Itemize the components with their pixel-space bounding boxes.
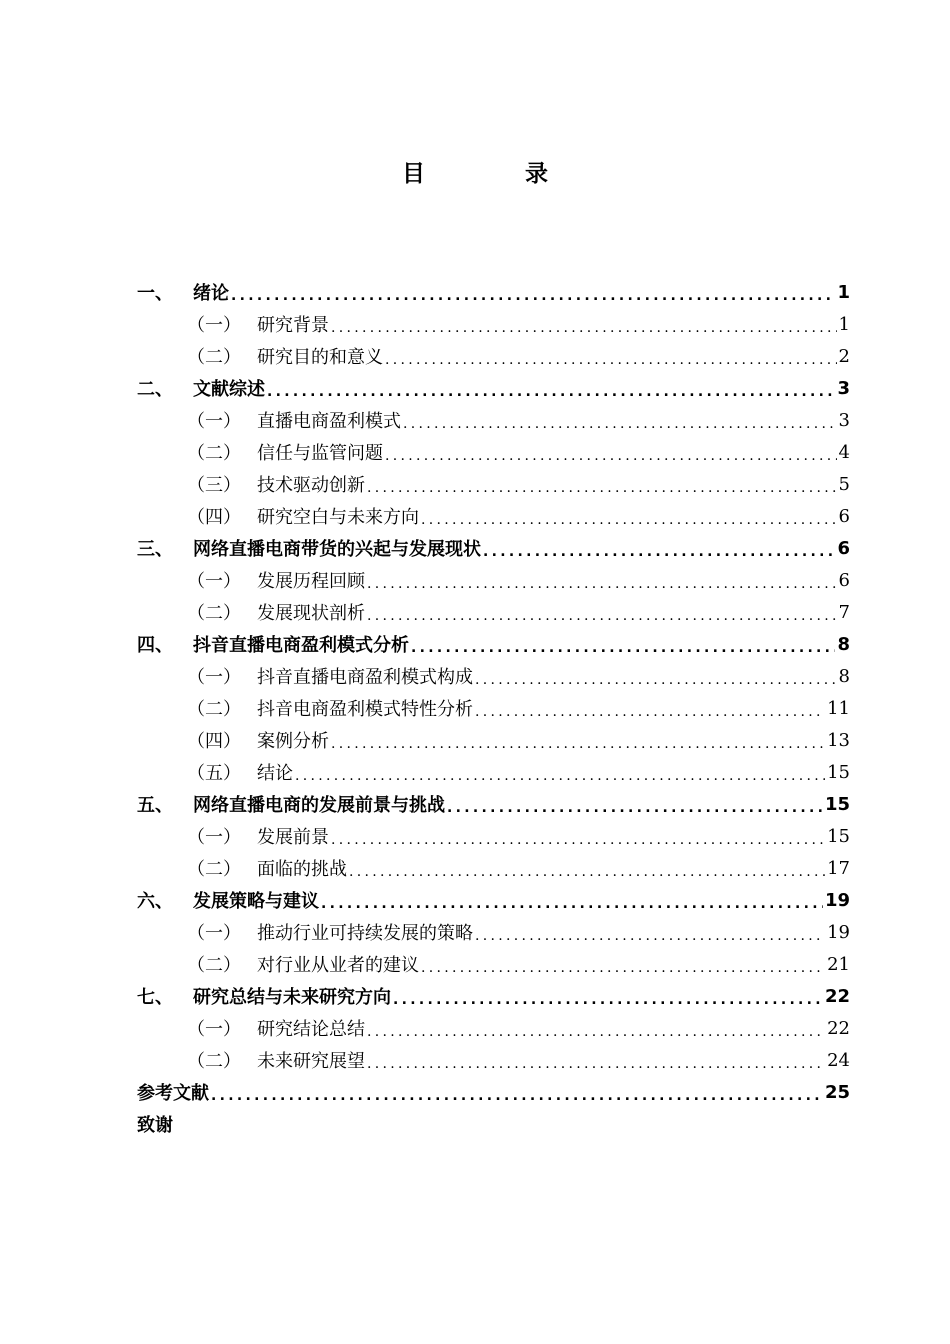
- toc-page-number: 1: [838, 313, 850, 335]
- page-title: 目 录: [401, 161, 594, 187]
- toc-entry-number: （二）: [187, 699, 241, 720]
- toc-entry[interactable]: [137, 628, 850, 660]
- toc-entry[interactable]: [137, 596, 850, 628]
- toc-entry[interactable]: [137, 724, 850, 756]
- toc-entry[interactable]: [137, 1076, 850, 1108]
- toc-page-number: 22: [824, 985, 850, 1007]
- toc-entry-number: （二）: [187, 603, 241, 624]
- toc-entry[interactable]: [137, 564, 850, 596]
- toc-entry-title: 网络直播电商带货的兴起与发展现状: [193, 539, 481, 560]
- toc-dot-leader: [367, 472, 837, 500]
- toc-entry-number: （一）: [187, 411, 241, 432]
- toc-entry-title: 发展策略与建议: [193, 891, 319, 912]
- toc-page-number: 19: [827, 921, 850, 943]
- toc-entry-number: （二）: [187, 347, 241, 368]
- toc-dot-leader: [349, 856, 825, 884]
- toc-entry-number: （一）: [187, 315, 241, 336]
- toc-entry-number: （一）: [187, 1019, 241, 1040]
- toc-page-number: 8: [837, 633, 850, 655]
- toc-page-number: 15: [824, 793, 850, 815]
- toc-page-number: 6: [838, 569, 850, 591]
- toc-entry[interactable]: [137, 1012, 850, 1044]
- toc-entry[interactable]: [137, 436, 850, 468]
- toc-entry-title: 发展历程回顾: [257, 571, 365, 592]
- toc-entry[interactable]: [137, 788, 850, 820]
- toc-entry[interactable]: [137, 1108, 850, 1140]
- toc-entry-title: 研究背景: [257, 315, 329, 336]
- toc-dot-leader: [367, 1016, 825, 1044]
- toc-entry[interactable]: [137, 660, 850, 692]
- toc-dot-leader: [475, 696, 825, 724]
- toc-entry-number: （四）: [187, 731, 241, 752]
- toc-page-number: 2: [838, 345, 850, 367]
- toc-entry[interactable]: [137, 276, 850, 308]
- toc-entry-number: （三）: [187, 475, 241, 496]
- toc-entry-title: 结论: [257, 763, 293, 784]
- toc-entry-title: 研究总结与未来研究方向: [193, 987, 391, 1008]
- toc-entry[interactable]: [137, 468, 850, 500]
- toc-dot-leader: [211, 1080, 823, 1108]
- toc-dot-leader: [367, 600, 837, 628]
- toc-entry-number: 五、: [137, 795, 173, 816]
- toc-dot-leader: [295, 760, 825, 788]
- toc-entry[interactable]: [137, 884, 850, 916]
- toc-entry[interactable]: [137, 308, 850, 340]
- toc-dot-leader: [321, 888, 823, 916]
- toc-entry-number: （一）: [187, 571, 241, 592]
- toc-dot-leader: [421, 504, 837, 532]
- toc-dot-leader: [421, 952, 825, 980]
- toc-entry-number: （一）: [187, 667, 241, 688]
- toc-page-number: 22: [827, 1017, 850, 1039]
- toc-entry-number: 四、: [137, 635, 173, 656]
- toc-page-number: 8: [838, 665, 850, 687]
- toc-entry[interactable]: [137, 980, 850, 1012]
- toc-entry[interactable]: [137, 948, 850, 980]
- toc-page-number: 6: [838, 505, 850, 527]
- toc-dot-leader: [411, 632, 835, 660]
- toc-entry-title: 绪论: [193, 283, 229, 304]
- toc-entry-title: 对行业从业者的建议: [257, 955, 419, 976]
- toc-page-number: 11: [827, 697, 850, 719]
- toc-dot-leader: [367, 568, 837, 596]
- toc-entry-title: 直播电商盈利模式: [257, 411, 401, 432]
- toc-entry-number: （二）: [187, 859, 241, 880]
- toc-entry-number: （二）: [187, 955, 241, 976]
- toc-dot-leader: [403, 408, 837, 436]
- toc-entry-title: 面临的挑战: [257, 859, 347, 880]
- toc-page-number: 24: [827, 1049, 850, 1071]
- toc-entry-title: 抖音电商盈利模式特性分析: [257, 699, 473, 720]
- toc-entry-number: 七、: [137, 987, 173, 1008]
- toc-page-number: 19: [824, 889, 850, 911]
- toc-entry[interactable]: [137, 756, 850, 788]
- toc-entry-title: 参考文献: [137, 1083, 209, 1104]
- toc-dot-leader: [385, 344, 837, 372]
- toc-entry-title: 发展前景: [257, 827, 329, 848]
- toc-entry[interactable]: [137, 692, 850, 724]
- toc-dot-leader: [331, 824, 825, 852]
- toc-dot-leader: [331, 312, 837, 340]
- toc-entry-title: 致谢: [137, 1115, 173, 1136]
- toc-entry-number: （四）: [187, 507, 241, 528]
- toc-entry-number: 三、: [137, 539, 173, 560]
- toc-page-number: 3: [838, 409, 850, 431]
- toc-dot-leader: [331, 728, 825, 756]
- toc-entry-title: 案例分析: [257, 731, 329, 752]
- toc-page-number: 5: [838, 473, 850, 495]
- toc-entry-title: 研究空白与未来方向: [257, 507, 419, 528]
- toc-dot-leader: [483, 536, 835, 564]
- toc-entry-number: 二、: [137, 379, 173, 400]
- toc-entry[interactable]: [137, 372, 850, 404]
- toc-page-number: 7: [838, 601, 850, 623]
- toc-dot-leader: [385, 440, 837, 468]
- toc-page-number: 1: [837, 281, 850, 303]
- toc-page-number: 4: [838, 441, 850, 463]
- toc-dot-leader: [367, 1048, 825, 1076]
- toc-entry-title: 研究结论总结: [257, 1019, 365, 1040]
- toc-entry[interactable]: [137, 404, 850, 436]
- toc-entry-title: 抖音直播电商盈利模式分析: [193, 635, 409, 656]
- toc-entry[interactable]: [137, 1044, 850, 1076]
- toc-page-number: 15: [827, 761, 850, 783]
- toc-page-number: 17: [827, 857, 850, 879]
- toc-entry[interactable]: [137, 852, 850, 884]
- toc-entry-title: 研究目的和意义: [257, 347, 383, 368]
- toc-dot-leader: [393, 984, 823, 1012]
- toc-entry[interactable]: [137, 916, 850, 948]
- toc-entry-title: 抖音直播电商盈利模式构成: [257, 667, 473, 688]
- toc-entry-number: （二）: [187, 443, 241, 464]
- toc-entry-number: 一、: [137, 283, 173, 304]
- toc-entry[interactable]: [137, 820, 850, 852]
- toc-dot-leader: [267, 376, 835, 404]
- toc-entry-title: 发展现状剖析: [257, 603, 365, 624]
- toc-page-number: 15: [827, 825, 850, 847]
- toc-entry[interactable]: [137, 532, 850, 564]
- toc-entry-number: （五）: [187, 763, 241, 784]
- toc-page-number: 6: [837, 537, 850, 559]
- toc-page-number: 3: [837, 377, 850, 399]
- table-of-contents: [137, 276, 850, 1140]
- toc-page-number: 13: [827, 729, 850, 751]
- toc-dot-leader: [475, 920, 825, 948]
- toc-entry-title: 推动行业可持续发展的策略: [257, 923, 473, 944]
- toc-entry-number: （一）: [187, 827, 241, 848]
- toc-dot-leader: [231, 280, 835, 308]
- toc-entry-number: （一）: [187, 923, 241, 944]
- toc-entry-title: 网络直播电商的发展前景与挑战: [193, 795, 445, 816]
- toc-dot-leader: [475, 664, 837, 692]
- toc-entry-number: （二）: [187, 1051, 241, 1072]
- toc-entry-title: 未来研究展望: [257, 1051, 365, 1072]
- toc-entry-title: 技术驱动创新: [257, 475, 365, 496]
- toc-entry-title: 信任与监管问题: [257, 443, 383, 464]
- toc-page-number: 25: [824, 1081, 850, 1103]
- toc-entry[interactable]: [137, 340, 850, 372]
- toc-page-number: 21: [827, 953, 850, 975]
- toc-entry-number: 六、: [137, 891, 173, 912]
- toc-entry-title: 文献综述: [193, 379, 265, 400]
- toc-entry[interactable]: [137, 500, 850, 532]
- toc-dot-leader: [447, 792, 823, 820]
